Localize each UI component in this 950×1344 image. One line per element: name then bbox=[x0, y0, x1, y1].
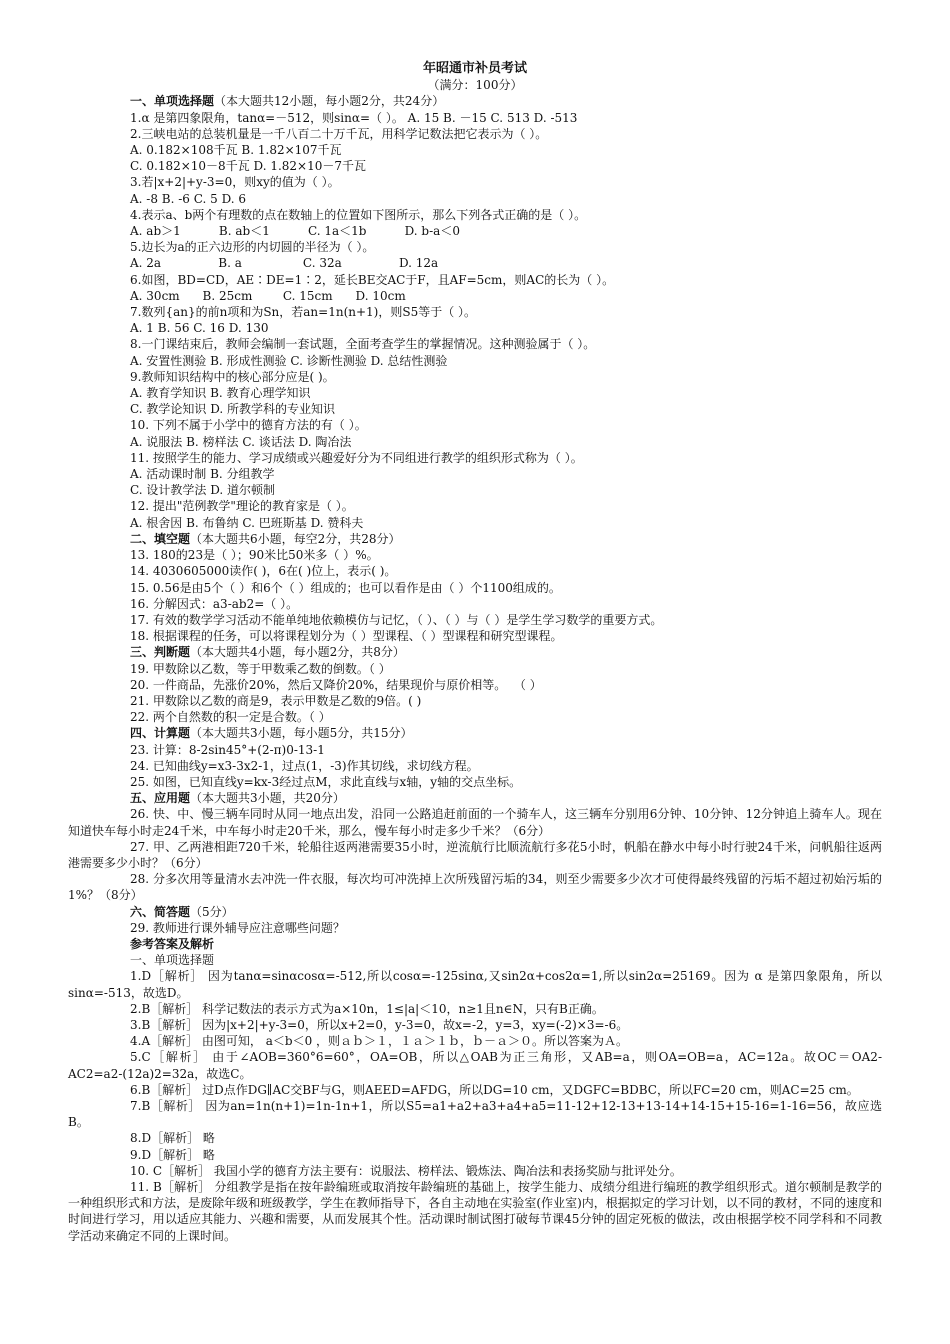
question-line: 3.若|x+2|+y-3=0，则xy的值为（ ）。 bbox=[130, 175, 340, 190]
answer-paragraph: 4.A［解析］ 由图可知， a＜b＜0 ，则ａｂ＞１，１ａ＞１ｂ，ｂ－ａ＞０。所以答案为Ａ。 bbox=[130, 1034, 629, 1049]
section-note: （本大题共6小题，每空2分，共28分） bbox=[190, 531, 401, 546]
question-paragraph: 28. 分多次用等量清水去冲洗一件衣服，每次均可冲洗掉上次所残留污垢的34，则至少需要多少次才可使得最终残留的污垢不超过初始污垢的1%？（8分） bbox=[68, 872, 882, 903]
question-line: 23. 计算：8-2sin45°+(2-π)0-13-1 bbox=[130, 742, 325, 757]
section-heading-6 bbox=[130, 904, 882, 920]
answers-title: 参考答案及解析 bbox=[130, 936, 215, 951]
question-line: 16. 分解因式：a3-ab2=（ ）。 bbox=[130, 596, 299, 611]
question-line: 7.数列{an}的前n项和为Sn，若an=1n(n+1)，则S5等于（ ）。 bbox=[130, 305, 477, 320]
section-note: （本大题共3小题，每小题5分，共15分） bbox=[190, 726, 413, 741]
section-heading-5 bbox=[130, 790, 882, 806]
section-note: （本大题共4小题，每小题2分，共8分） bbox=[190, 645, 405, 660]
exam-title: 年昭通市补员考试 bbox=[422, 61, 527, 76]
question-line: 11. 按照学生的能力、学习成绩或兴趣爱好分为不同组进行教学的组织形式称为（ ）。 bbox=[130, 450, 583, 465]
section-title: 二、填空题 bbox=[130, 531, 191, 546]
answer-paragraph: 6.B［解析］ 过D点作DG∥AC交BF与G，则AEED=AFDG，所以DG=10 cm，又DGFC=BDBC，所以FC=20 cm，则AC=25 cm。 bbox=[130, 1082, 859, 1097]
section-note: （本大题共12小题，每小题2分，共24分） bbox=[214, 94, 445, 109]
option-line: C. 教学论知识 D. 所教学科的专业知识 bbox=[130, 402, 336, 417]
question-line: 25. 如图，已知直线y=kx-3经过点M，求此直线与x轴，y轴的交点坐标。 bbox=[130, 774, 522, 789]
question-line: 21. 甲数除以乙数的商是9，表示甲数是乙数的9倍。( ) bbox=[130, 693, 422, 708]
section-heading-3 bbox=[130, 644, 882, 660]
section-title: 三、判断题 bbox=[130, 645, 191, 660]
answer-paragraph: 5.C［解析］ 由于∠AOB=360°6=60°，OA=OB，所以△OAB为正三角形，又AB=a，则OA=OB=a，AC=12a。故OC＝OA2-AC2=a2-(12a)2=32a，故选C。 bbox=[68, 1050, 882, 1081]
question-line: 18. 根据课程的任务，可以将课程划分为（ ）型课程、（ ）型课程和研究型课程。 bbox=[130, 629, 563, 644]
section-title: 五、应用题 bbox=[130, 791, 191, 806]
answer-paragraph: 8.D［解析］ 略 bbox=[130, 1131, 215, 1146]
question-line: 19. 甲数除以乙数，等于甲数乘乙数的倒数。（ ） bbox=[130, 661, 391, 676]
question-line: 9.教师知识结构中的核心部分应是( )。 bbox=[130, 369, 335, 384]
option-line: A. 2a B. a C. 32a D. 12a bbox=[130, 256, 439, 271]
question-line: 29. 教师进行课外辅导应注意哪些问题？ bbox=[130, 920, 345, 935]
answer-paragraph: 10. C［解析］ 我国小学的德育方法主要有：说服法、榜样法、锻炼法、陶冶法和表扬奖励与批评处分。 bbox=[130, 1163, 682, 1178]
option-line: C. 0.182×10－8千瓦 D. 1.82×10－7千瓦 bbox=[130, 159, 367, 174]
option-line: A. 活动课时制 B. 分组教学 bbox=[130, 467, 275, 482]
question-line: 2.三峡电站的总装机量是一千八百二十万千瓦，用科学记数法把它表示为（ ）。 bbox=[130, 126, 548, 141]
option-line: A. 0.182×108千瓦 B. 1.82×107千瓦 bbox=[130, 143, 342, 158]
question-line: 4.表示a、b两个有理数的点在数轴上的位置如下图所示，那么下列各式正确的是（ ）。 bbox=[130, 207, 587, 222]
exam-subtitle: （满分：100分） bbox=[427, 78, 523, 93]
section-note: （5分） bbox=[190, 904, 234, 919]
question-line: 22. 两个自然数的积一定是合数。（ ） bbox=[130, 710, 331, 725]
option-line: A. 安置性测验 B. 形成性测验 C. 诊断性测验 D. 总结性测验 bbox=[130, 353, 448, 368]
question-paragraph: 26. 快、中、慢三辆车同时从同一地点出发，沿同一公路追赶前面的一个骑车人，这三辆车分别用6分钟、10分钟、12分钟追上骑车人。现在知道快车每小时走24千米，中车每小时走20千米，那么，慢车每小时走多少千米？（6分） bbox=[68, 807, 882, 838]
question-line: 5.边长为a的正六边形的内切圆的半径为（ ）。 bbox=[130, 240, 375, 255]
question-line: 8.一门课结束后，教师会编制一套试题，全面考查学生的掌握情况。这种测验属于（ ）。 bbox=[130, 337, 596, 352]
question-line: 6.如图，BD=CD，AE∶DE=1∶2，延长BE交AC于F，且AF=5cm，则AC的长为（ ）。 bbox=[130, 272, 615, 287]
option-line: A. ab＞1 B. ab＜1 C. 1a＜1b D. b-a＜0 bbox=[130, 224, 460, 239]
section-heading-2 bbox=[130, 531, 882, 547]
section-heading-1 bbox=[130, 93, 882, 109]
option-line: A. 说服法 B. 榜样法 C. 谈话法 D. 陶冶法 bbox=[130, 434, 352, 449]
section-title: 一、单项选择题 bbox=[130, 94, 215, 109]
question-line: 1.α 是第四象限角，tanα=－512，则sinα=（ ）。 A. 15 B. －15 C. 513 D. -513 bbox=[130, 110, 578, 125]
option-line: C. 设计教学法 D. 道尔顿制 bbox=[130, 483, 276, 498]
option-line: A. 教育学知识 B. 教育心理学知识 bbox=[130, 386, 311, 401]
answer-paragraph: 3.B［解析］ 因为|x+2|+y-3=0，所以x+2=0，y-3=0，故x=-2，y=3，xy=(-2)×3=-6。 bbox=[130, 1017, 629, 1032]
answer-paragraph: 9.D［解析］ 略 bbox=[130, 1147, 215, 1162]
option-line: A. 1 B. 56 C. 16 D. 130 bbox=[130, 321, 269, 336]
option-line: A. 根舍因 B. 布鲁纳 C. 巴班斯基 D. 赞科夫 bbox=[130, 515, 364, 530]
section-note: （本大题共3小题，共20分） bbox=[190, 791, 345, 806]
answers-section-heading: 一、单项选择题 bbox=[130, 953, 215, 968]
question-line: 20. 一件商品，先涨价20%，然后又降价20%，结果现价与原价相等。 （ ） bbox=[130, 677, 542, 692]
answer-paragraph: 1.D［解析］ 因为tanα=sinαcosα=-512,所以cosα=-125sinα,又sin2α+cos2α=1,所以sin2α=25169。因为 α 是第四象限角，所以sinα=-513，故选D。 bbox=[68, 969, 882, 1000]
question-line: 12. 提出"范例教学"理论的教育家是（ ）。 bbox=[130, 499, 354, 514]
question-paragraph: 27. 甲、乙两港相距720千米，轮船往返两港需要35小时，逆流航行比顺流航行多花5小时，帆船在静水中每小时行驶24千米，问帆船往返两港需要多少小时？（6分） bbox=[68, 839, 882, 870]
question-line: 10. 下列不属于小学中的德育方法的有（ ）。 bbox=[130, 418, 367, 433]
question-line: 13. 180的23是（ ）；90米比50米多（ ）%。 bbox=[130, 548, 379, 563]
answer-paragraph: 2.B［解析］ 科学记数法的表示方式为a×10n，1≤|a|＜10，n≥1且n∈N，只有B正确。 bbox=[130, 1001, 604, 1016]
option-line: A. -8 B. -6 C. 5 D. 6 bbox=[130, 191, 247, 206]
question-line: 15. 0.56是由5个（ ）和6个（ ）组成的；也可以看作是由（ ）个1100组成的。 bbox=[130, 580, 561, 595]
section-title: 六、简答题 bbox=[130, 904, 191, 919]
question-line: 24. 已知曲线y=x3-3x2-1，过点(1，-3)作其切线，求切线方程。 bbox=[130, 758, 479, 773]
option-line: A. 30cm B. 25cm C. 15cm D. 10cm bbox=[130, 288, 406, 303]
section-heading-4 bbox=[130, 725, 882, 741]
answer-paragraph: 7.B［解析］ 因为an=1n(n+1)=1n-1n+1，所以S5=a1+a2+a3+a4+a5=11-12+12-13+13-14+14-15+15-16=1-16=56，故应选B。 bbox=[68, 1099, 882, 1130]
question-line: 14. 4030605000读作( )，6在( )位上，表示( )。 bbox=[130, 564, 397, 579]
question-line: 17. 有效的数学学习活动不能单纯地依赖模仿与记忆，（ ）、（ ）与（ ）是学生学习数学的重要方式。 bbox=[130, 612, 663, 627]
section-title: 四、计算题 bbox=[130, 726, 191, 741]
answer-paragraph: 11. B［解析］ 分组教学是指在按年龄编班或取消按年龄编班的基础上，按学生能力、成绩分组进行编班的教学组织形式。道尔顿制是教学的一种组织形式和方法，是废除年级和班级教学，学生在教师指导下，各自主动地在实验室(作业室)内，根据拟定的学习计划，以不同的教材，不同的速度和时间进行学习，用以适应其能力、兴趣和需要，从而发展其个性。活动课时制试图打破每节课45分钟的固定死板的做法，改由根据学校不同学科和不同教学活动来确定不同的上课时间。 bbox=[68, 1180, 882, 1243]
